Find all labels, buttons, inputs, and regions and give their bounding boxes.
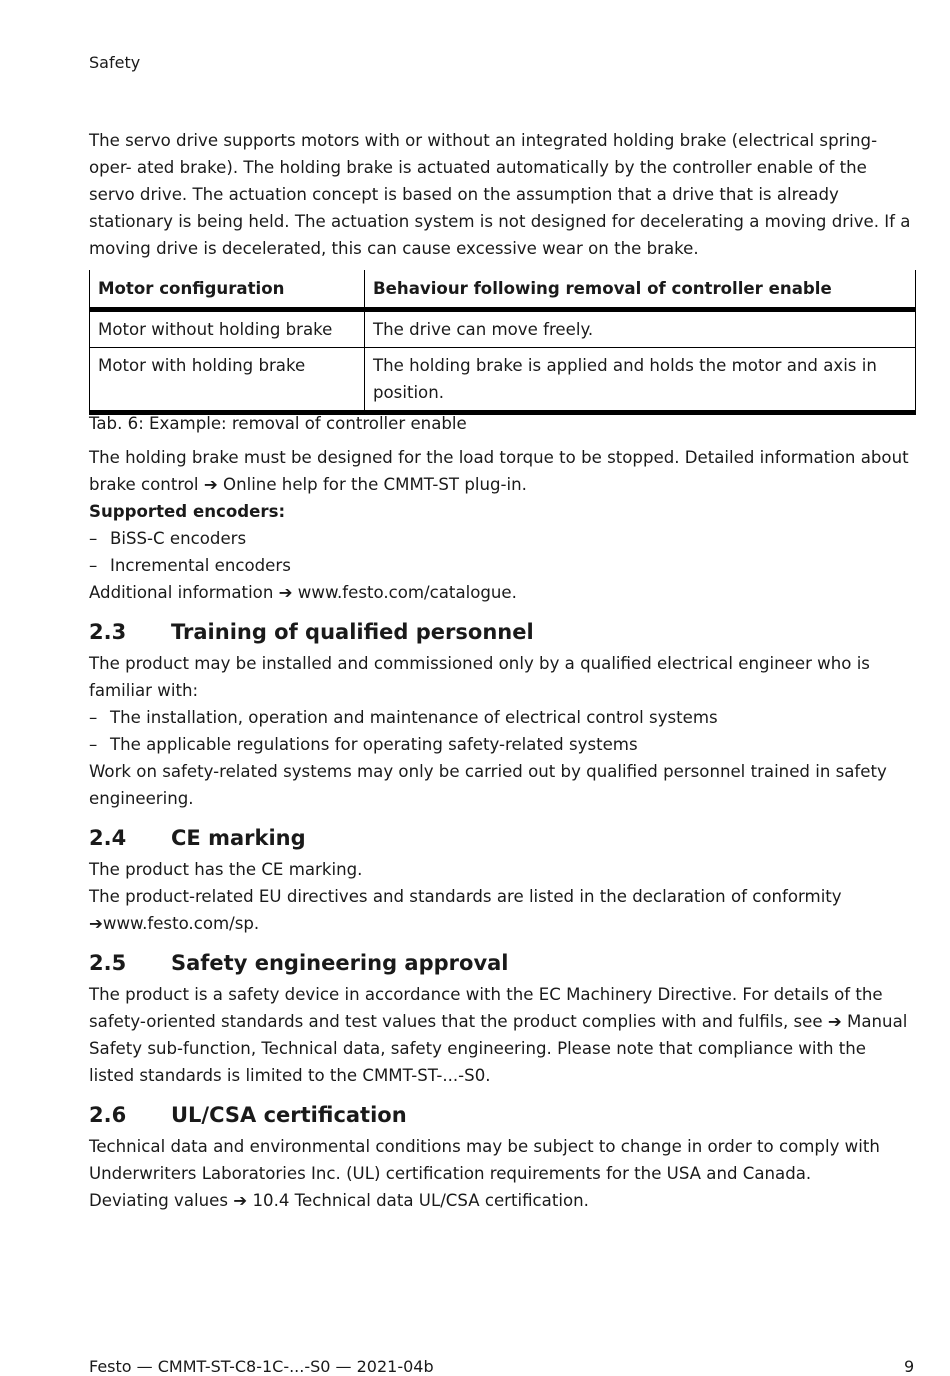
section-2-5 — [89, 948, 915, 1089]
section-title: CE marking — [171, 826, 306, 850]
list-item: – The installation, operation and maintenance of electrical control systems — [89, 704, 915, 731]
page-number: 9 — [904, 1357, 915, 1376]
approval-text-2: Manual Safety sub-function, Technical data, safety engineering. Please note that compliance with the listed standards is limited to the CMMT-ST-...-S0. — [89, 1012, 908, 1085]
section-heading — [89, 823, 915, 853]
running-head: Safety — [89, 53, 141, 72]
table-row — [90, 310, 916, 348]
table-caption: Tab. 6: Example: removal of controller enable — [89, 414, 467, 433]
deviating-values — [89, 1187, 915, 1214]
online-help-link[interactable]: Online help for the CMMT-ST plug-in. — [217, 475, 527, 494]
section-2-6 — [89, 1100, 915, 1214]
table-header-row — [90, 270, 916, 310]
section-outro: Work on safety-related systems may only be carried out by qualified personnel trained in safety engineering. — [89, 762, 887, 808]
brake-note-text: The holding brake must be designed for the load torque to be stopped. Detailed information about brake control — [89, 448, 909, 494]
table-row — [90, 348, 916, 413]
table-cell: The holding brake is applied and holds the motor and axis in position. — [365, 348, 916, 413]
approval-text — [89, 981, 915, 1089]
encoders-title: Supported encoders: — [89, 502, 286, 521]
ce-line-1: The product has the CE marking. — [89, 860, 363, 879]
arrow-right-icon: ➔ — [278, 583, 293, 602]
brake-table — [89, 270, 916, 415]
table-cell: Motor without holding brake — [90, 310, 365, 348]
ce-link-line — [89, 910, 915, 937]
additional-info-text: Additional information — [89, 583, 279, 602]
section-number: 2.4 — [89, 826, 127, 850]
section-title: UL/CSA certification — [171, 1103, 407, 1127]
section-2-3 — [89, 617, 915, 812]
intro-paragraph: The servo drive supports motors with or without an integrated holding brake (electrical spring-oper- ated brake). The holding brake is actuated automatically by the controller enable of the servo drive. The actuation concept is based on the assumption that a drive that is already stationary is being held. The actuation system is not designed for decelerating a moving drive. If a moving drive is decelerated, this can cause excessive wear on the brake. — [89, 131, 911, 258]
list-item: – BiSS-C encoders — [89, 525, 915, 552]
deviating-prefix: Deviating values — [89, 1191, 234, 1210]
brake-note-block — [89, 444, 915, 606]
arrow-right-icon: ➔ — [89, 914, 103, 933]
section-heading — [89, 617, 915, 647]
arrow-right-icon: ➔ — [233, 1191, 248, 1210]
additional-info — [89, 579, 915, 606]
table-header: Behaviour following removal of controller enable — [365, 270, 916, 310]
section-intro: The product may be installed and commissioned only by a qualified electrical engineer who is familiar with: — [89, 654, 870, 700]
brake-note — [89, 444, 915, 498]
arrow-right-icon: ➔ — [827, 1012, 842, 1031]
arrow-right-icon: ➔ — [203, 475, 218, 494]
section-title: Training of qualified personnel — [171, 620, 534, 644]
table-cell: The drive can move freely. — [365, 310, 916, 348]
list-item: – The applicable regulations for operating safety-related systems — [89, 731, 915, 758]
section-number: 2.3 — [89, 620, 127, 644]
section-heading — [89, 1100, 915, 1130]
section-heading — [89, 948, 915, 978]
table-cell: Motor with holding brake — [90, 348, 365, 413]
section-title: Safety engineering approval — [171, 951, 509, 975]
ce-line-2: The product-related EU directives and standards are listed in the declaration of conformity — [89, 887, 842, 906]
section-2-4 — [89, 823, 915, 937]
catalogue-link[interactable]: www.festo.com/catalogue. — [292, 583, 517, 602]
approval-text-1: The product is a safety device in accordance with the EC Machinery Directive. For details of the safety-oriented standards and test values that the product complies with and fulfils, see — [89, 985, 883, 1031]
list-item: – Incremental encoders — [89, 552, 915, 579]
section-number: 2.6 — [89, 1103, 127, 1127]
sp-link[interactable]: www.festo.com/sp. — [102, 914, 260, 933]
section-number: 2.5 — [89, 951, 127, 975]
footer-doc-id: Festo — CMMT-ST-C8-1C-...-S0 — 2021-04b — [89, 1357, 434, 1376]
ulcsa-text: Technical data and environmental conditions may be subject to change in order to comply with Underwriters Laboratories Inc. (UL) certification requirements for the USA and Canada. — [89, 1137, 880, 1183]
table-header: Motor configuration — [90, 270, 365, 310]
deviating-ref-link[interactable]: 10.4 Technical data UL/CSA certification. — [247, 1191, 589, 1210]
